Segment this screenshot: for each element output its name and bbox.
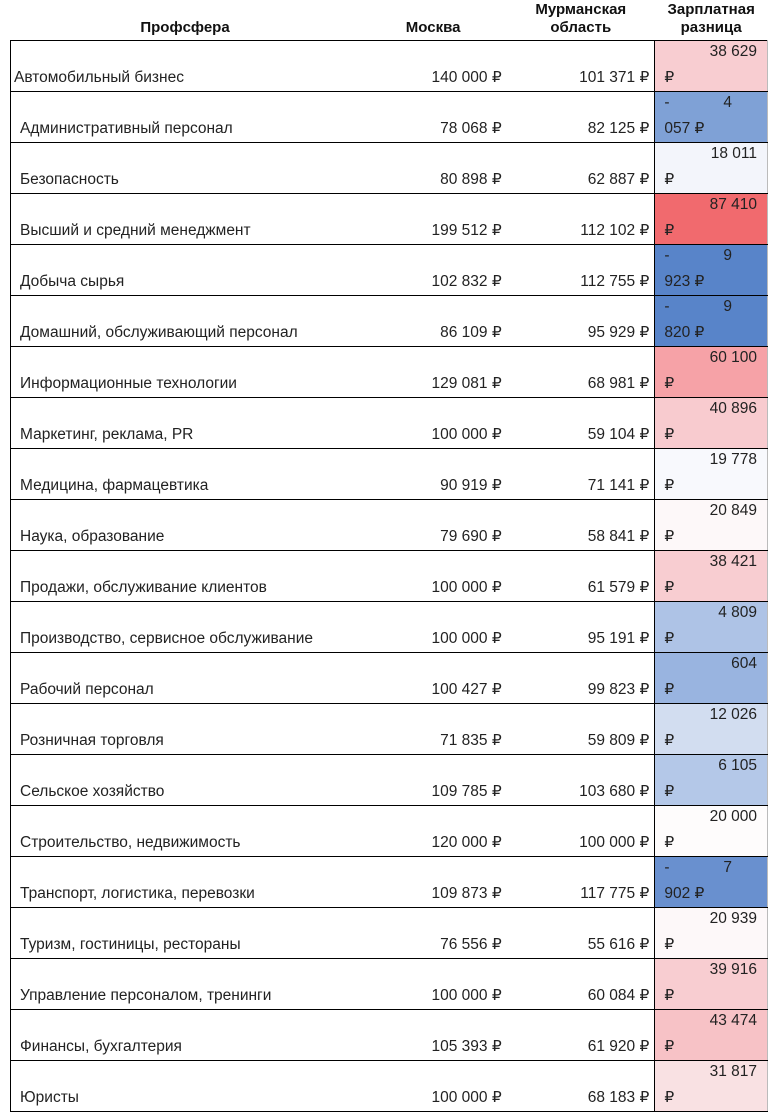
cell-murmansk-salary[interactable]: 62 887 ₽ [507, 143, 655, 194]
table-row [11, 755, 768, 806]
salary-table [10, 0, 768, 1112]
cell-moscow-salary[interactable]: 140 000 ₽ [360, 41, 507, 92]
difference-value-bottom: 923 ₽ [664, 273, 705, 290]
difference-value-top: 20 939 [709, 910, 757, 927]
cell-profession[interactable]: Рабочий персонал [11, 653, 360, 704]
cell-salary-difference[interactable] [655, 959, 768, 1010]
cell-profession[interactable]: Безопасность [11, 143, 360, 194]
difference-value-top: 31 817 [709, 1063, 757, 1080]
difference-value-top: 9 [723, 247, 732, 264]
cell-murmansk-salary[interactable]: 95 191 ₽ [507, 602, 655, 653]
table-row [11, 41, 768, 92]
cell-profession[interactable]: Медицина, фармацевтика [11, 449, 360, 500]
cell-salary-difference[interactable] [655, 908, 768, 959]
cell-profession[interactable]: Юристы [11, 1061, 360, 1112]
difference-value-top: 60 100 [709, 349, 757, 366]
difference-value-top: 19 778 [709, 451, 757, 468]
cell-profession[interactable]: Автомобильный бизнес [11, 41, 360, 92]
cell-profession[interactable]: Финансы, бухгалтерия [11, 1010, 360, 1061]
cell-profession[interactable]: Сельское хозяйство [11, 755, 360, 806]
table-row [11, 551, 768, 602]
cell-murmansk-salary[interactable]: 103 680 ₽ [507, 755, 655, 806]
cell-profession[interactable]: Высший и средний менеджмент [11, 194, 360, 245]
cell-profession[interactable]: Продажи, обслуживание клиентов [11, 551, 360, 602]
cell-profession[interactable]: Домашний, обслуживающий персонал [11, 296, 360, 347]
cell-profession[interactable]: Строительство, недвижимость [11, 806, 360, 857]
difference-value-top: 38 629 [709, 43, 757, 60]
ruble-sign: ₽ [664, 1089, 675, 1106]
cell-salary-difference[interactable] [655, 92, 768, 143]
cell-moscow-salary[interactable]: 100 427 ₽ [360, 653, 507, 704]
table-row [11, 857, 768, 908]
cell-murmansk-salary[interactable]: 112 102 ₽ [507, 194, 655, 245]
difference-value-bottom: 057 ₽ [664, 120, 705, 137]
ruble-sign: ₽ [664, 834, 675, 851]
ruble-sign: ₽ [664, 579, 675, 596]
cell-moscow-salary[interactable]: 80 898 ₽ [360, 143, 507, 194]
cell-profession[interactable]: Добыча сырья [11, 245, 360, 296]
cell-moscow-salary[interactable]: 100 000 ₽ [360, 602, 507, 653]
difference-value-top: 6 105 [718, 757, 757, 774]
cell-moscow-salary[interactable]: 100 000 ₽ [360, 398, 507, 449]
ruble-sign: ₽ [664, 171, 675, 188]
table-row [11, 908, 768, 959]
table-row [11, 194, 768, 245]
minus-sign: - [664, 247, 670, 264]
cell-salary-difference[interactable] [655, 398, 768, 449]
difference-value-top: 38 421 [709, 553, 757, 570]
cell-salary-difference[interactable] [655, 449, 768, 500]
ruble-sign: ₽ [664, 630, 675, 647]
ruble-sign: ₽ [664, 681, 675, 698]
table-row [11, 1010, 768, 1061]
cell-salary-difference[interactable] [655, 143, 768, 194]
table-row [11, 1061, 768, 1112]
cell-moscow-salary[interactable]: 100 000 ₽ [360, 1061, 507, 1112]
cell-murmansk-salary[interactable]: 101 371 ₽ [507, 41, 655, 92]
cell-moscow-salary[interactable]: 129 081 ₽ [360, 347, 507, 398]
cell-moscow-salary[interactable]: 100 000 ₽ [360, 959, 507, 1010]
cell-moscow-salary[interactable]: 78 068 ₽ [360, 92, 507, 143]
cell-salary-difference[interactable] [655, 245, 768, 296]
cell-salary-difference[interactable] [655, 194, 768, 245]
cell-murmansk-salary[interactable]: 95 929 ₽ [507, 296, 655, 347]
header-moscow[interactable]: Москва [405, 19, 461, 36]
difference-value-top: 9 [723, 298, 732, 315]
cell-murmansk-salary[interactable]: 61 920 ₽ [507, 1010, 655, 1061]
table-row [11, 602, 768, 653]
cell-murmansk-salary[interactable]: 99 823 ₽ [507, 653, 655, 704]
cell-murmansk-salary[interactable]: 59 809 ₽ [507, 704, 655, 755]
difference-value-top: 20 000 [709, 808, 757, 825]
cell-murmansk-salary[interactable]: 71 141 ₽ [507, 449, 655, 500]
table-row [11, 653, 768, 704]
cell-profession[interactable]: Туризм, гостиницы, рестораны [11, 908, 360, 959]
cell-salary-difference[interactable] [655, 653, 768, 704]
difference-value-top: 39 916 [709, 961, 757, 978]
cell-moscow-salary[interactable]: 109 873 ₽ [360, 857, 507, 908]
cell-moscow-salary[interactable]: 100 000 ₽ [360, 551, 507, 602]
cell-murmansk-salary[interactable]: 60 084 ₽ [507, 959, 655, 1010]
minus-sign: - [664, 859, 670, 876]
cell-moscow-salary[interactable]: 102 832 ₽ [360, 245, 507, 296]
cell-salary-difference[interactable] [655, 347, 768, 398]
cell-profession[interactable]: Управление персоналом, тренинги [11, 959, 360, 1010]
cell-salary-difference[interactable] [655, 296, 768, 347]
cell-profession[interactable]: Розничная торговля [11, 704, 360, 755]
ruble-sign: ₽ [664, 426, 675, 443]
cell-profession[interactable]: Маркетинг, реклама, PR [11, 398, 360, 449]
difference-value-top: 604 [731, 655, 757, 672]
difference-value-bottom: 902 ₽ [664, 885, 705, 902]
difference-value-top: 18 011 [710, 145, 757, 162]
ruble-sign: ₽ [664, 783, 675, 800]
table-row [11, 296, 768, 347]
cell-moscow-salary[interactable]: 86 109 ₽ [360, 296, 507, 347]
table-row [11, 143, 768, 194]
cell-murmansk-salary[interactable]: 55 616 ₽ [507, 908, 655, 959]
cell-profession[interactable]: Транспорт, логистика, перевозки [11, 857, 360, 908]
cell-moscow-salary[interactable]: 90 919 ₽ [360, 449, 507, 500]
cell-murmansk-salary[interactable]: 59 104 ₽ [507, 398, 655, 449]
ruble-sign: ₽ [664, 528, 675, 545]
cell-salary-difference[interactable] [655, 755, 768, 806]
difference-value-bottom: 820 ₽ [664, 324, 705, 341]
ruble-sign: ₽ [664, 987, 675, 1004]
cell-salary-difference[interactable] [655, 551, 768, 602]
table-row [11, 398, 768, 449]
header-murmansk[interactable]: Мурманская область [535, 1, 627, 36]
header-profession[interactable]: Профсфера [140, 19, 230, 36]
cell-salary-difference[interactable] [655, 806, 768, 857]
difference-value-top: 4 809 [718, 604, 757, 621]
cell-murmansk-salary[interactable]: 68 981 ₽ [507, 347, 655, 398]
difference-value-top: 7 [723, 859, 732, 876]
cell-profession[interactable]: Административный персонал [11, 92, 360, 143]
cell-salary-difference[interactable] [655, 602, 768, 653]
difference-value-top: 20 849 [709, 502, 757, 519]
ruble-sign: ₽ [664, 375, 675, 392]
table-row [11, 959, 768, 1010]
difference-value-top: 4 [723, 94, 732, 111]
cell-salary-difference[interactable] [655, 857, 768, 908]
cell-murmansk-salary[interactable]: 117 775 ₽ [507, 857, 655, 908]
cell-salary-difference[interactable] [655, 1061, 768, 1112]
difference-value-top: 43 474 [709, 1012, 757, 1029]
cell-murmansk-salary[interactable]: 100 000 ₽ [507, 806, 655, 857]
header-salary-difference[interactable]: Зарплатная разница [667, 1, 755, 36]
table-row [11, 449, 768, 500]
table-row [11, 500, 768, 551]
table-row [11, 704, 768, 755]
cell-murmansk-salary[interactable]: 58 841 ₽ [507, 500, 655, 551]
cell-murmansk-salary[interactable]: 68 183 ₽ [507, 1061, 655, 1112]
cell-murmansk-salary[interactable]: 82 125 ₽ [507, 92, 655, 143]
ruble-sign: ₽ [664, 69, 675, 86]
table-row [11, 806, 768, 857]
cell-moscow-salary[interactable]: 76 556 ₽ [360, 908, 507, 959]
cell-moscow-salary[interactable]: 109 785 ₽ [360, 755, 507, 806]
cell-profession[interactable]: Информационные технологии [11, 347, 360, 398]
minus-sign: - [664, 94, 670, 111]
difference-value-top: 40 896 [709, 400, 757, 417]
cell-murmansk-salary[interactable]: 61 579 ₽ [507, 551, 655, 602]
cell-moscow-salary[interactable]: 71 835 ₽ [360, 704, 507, 755]
cell-murmansk-salary[interactable]: 112 755 ₽ [507, 245, 655, 296]
cell-moscow-salary[interactable]: 79 690 ₽ [360, 500, 507, 551]
ruble-sign: ₽ [664, 732, 675, 749]
cell-moscow-salary[interactable]: 105 393 ₽ [360, 1010, 507, 1061]
cell-salary-difference[interactable] [655, 1010, 768, 1061]
table-row [11, 92, 768, 143]
cell-moscow-salary[interactable]: 199 512 ₽ [360, 194, 507, 245]
cell-profession[interactable]: Производство, сервисное обслуживание [11, 602, 360, 653]
cell-salary-difference[interactable] [655, 500, 768, 551]
cell-profession[interactable]: Наука, образование [11, 500, 360, 551]
cell-salary-difference[interactable] [655, 704, 768, 755]
ruble-sign: ₽ [664, 1038, 675, 1055]
ruble-sign: ₽ [664, 222, 675, 239]
cell-salary-difference[interactable] [655, 41, 768, 92]
table-row [11, 245, 768, 296]
table-row [11, 347, 768, 398]
difference-value-top: 12 026 [709, 706, 757, 723]
ruble-sign: ₽ [664, 477, 675, 494]
ruble-sign: ₽ [664, 936, 675, 953]
difference-value-top: 87 410 [709, 196, 757, 213]
minus-sign: - [664, 298, 670, 315]
cell-moscow-salary[interactable]: 120 000 ₽ [360, 806, 507, 857]
header-row [11, 0, 768, 41]
